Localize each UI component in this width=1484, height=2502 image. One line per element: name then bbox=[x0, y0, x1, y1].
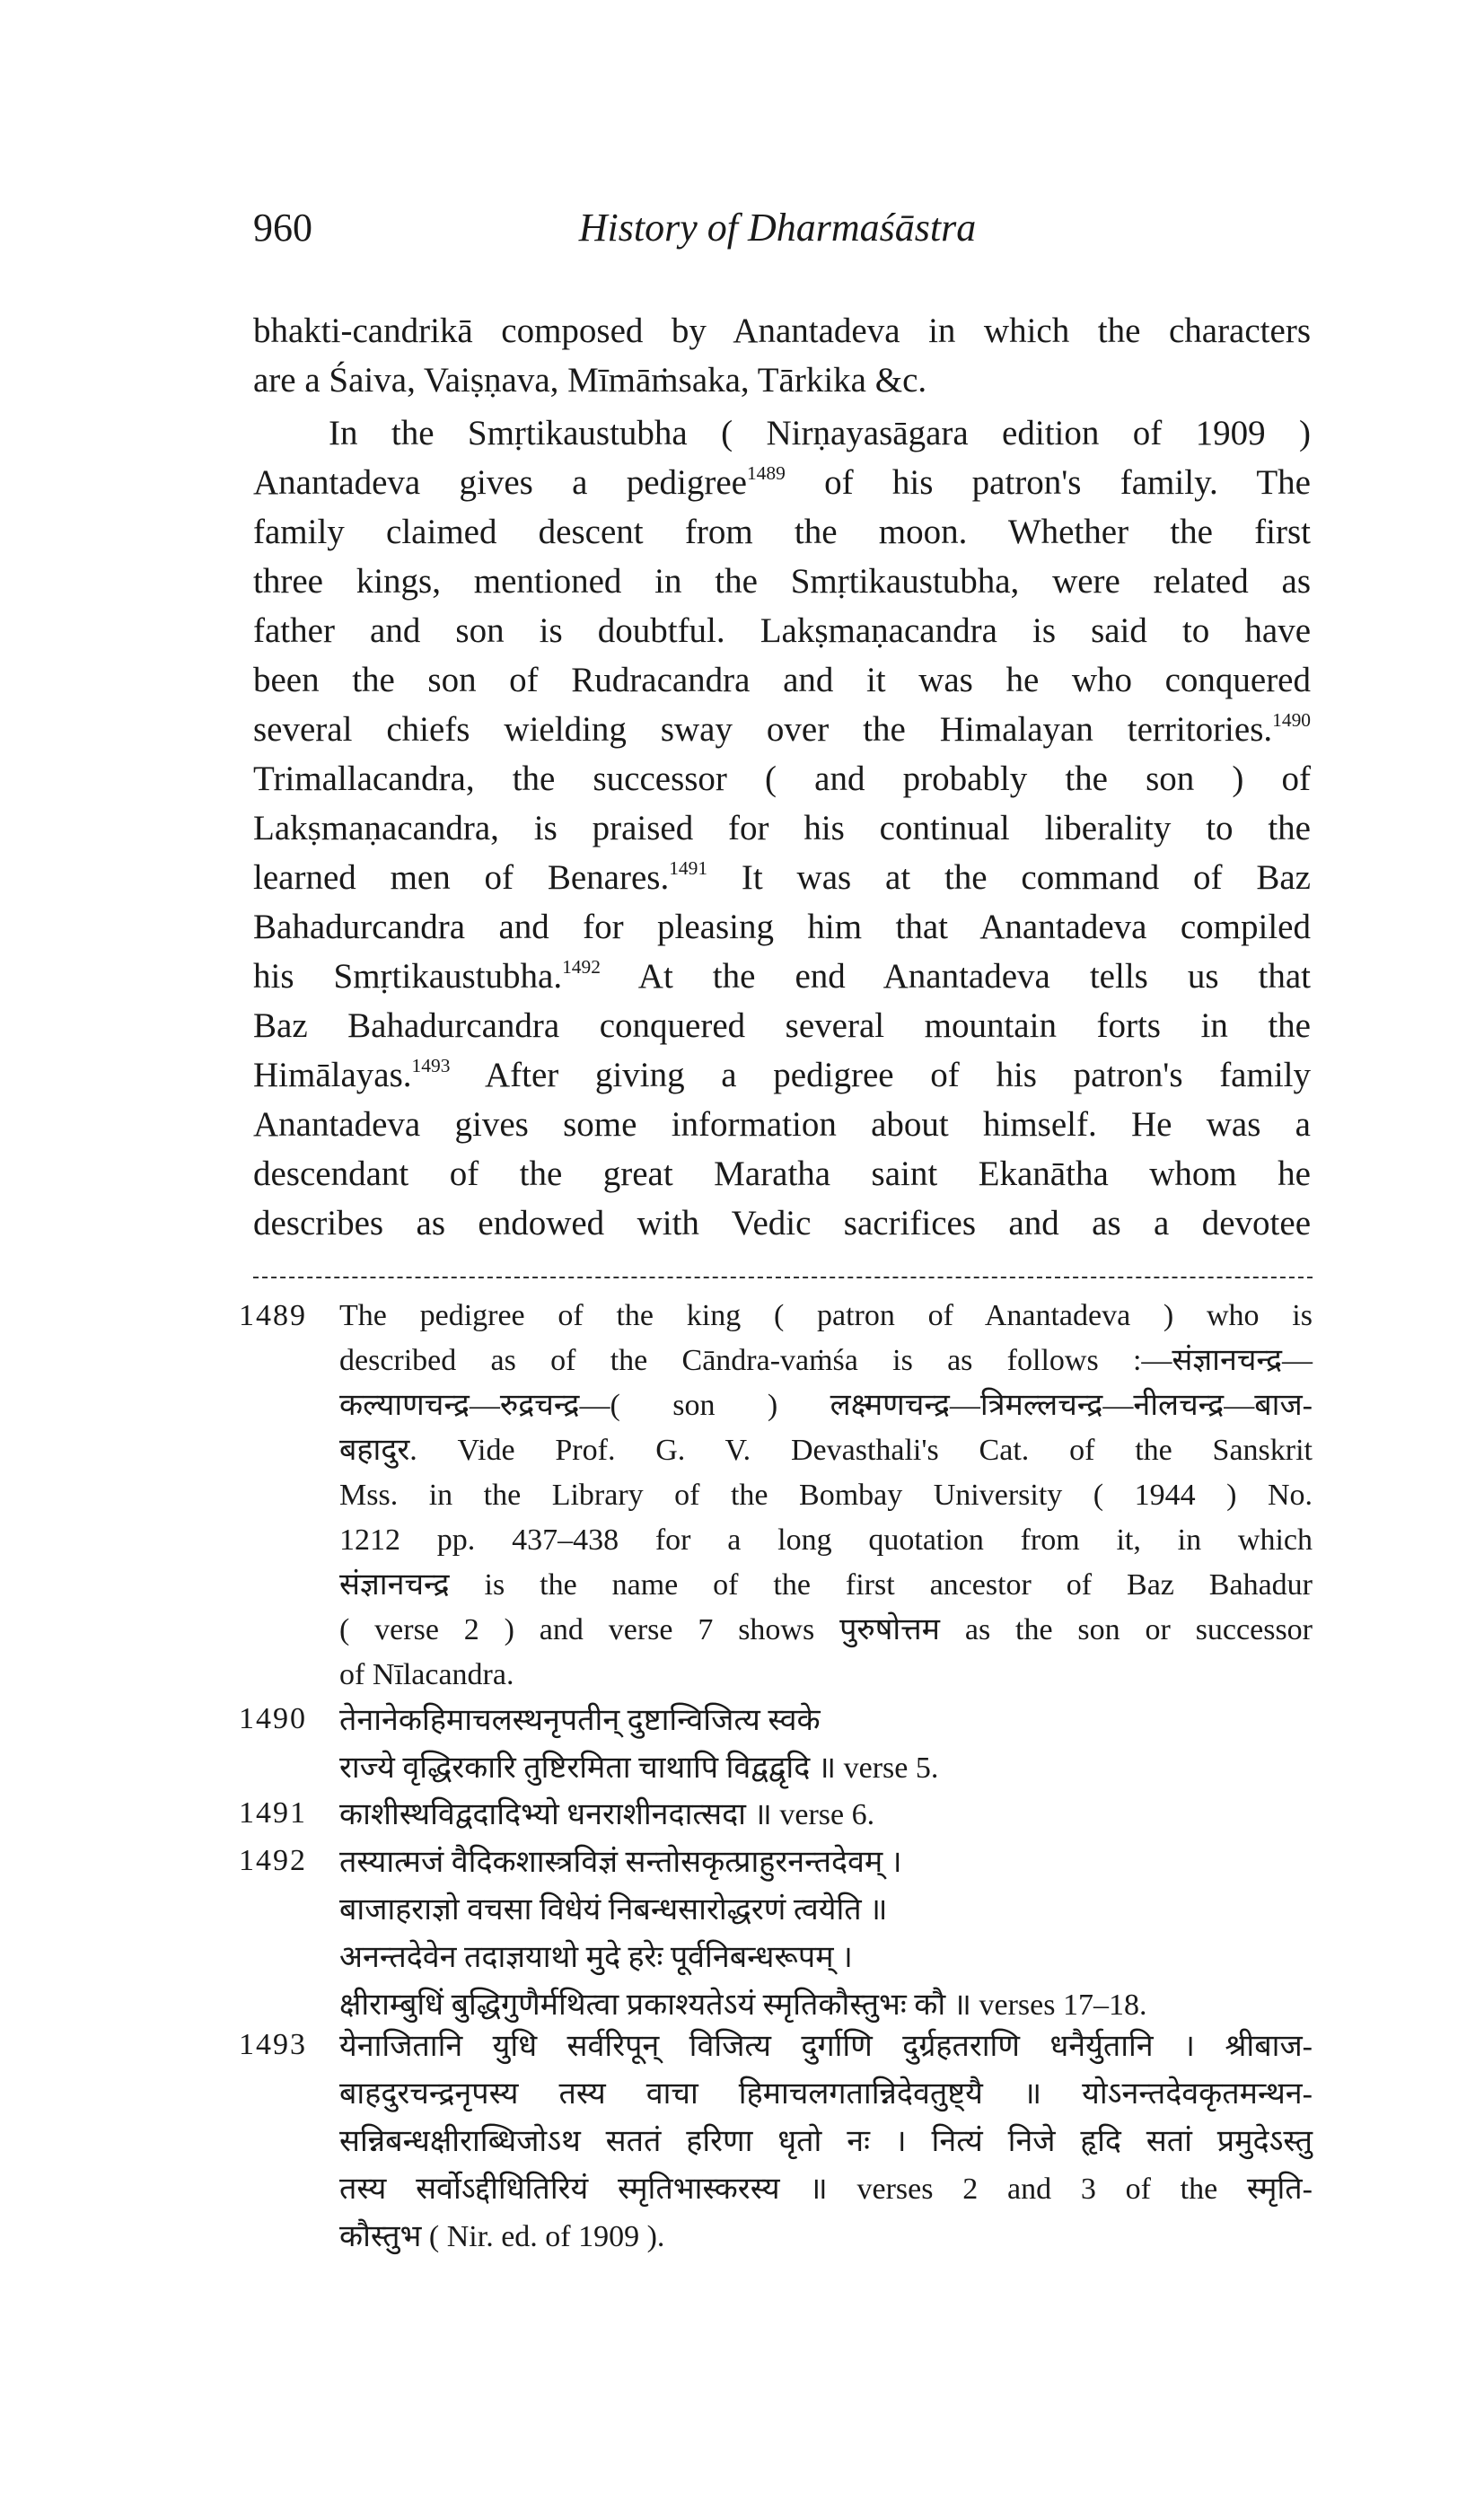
line-text: Anantadeva gives a pedigree bbox=[253, 463, 747, 502]
line-text: his Smṛtikaustubha. bbox=[253, 957, 563, 996]
body-line bbox=[253, 507, 1311, 557]
running-title: History of Dharmaśāstra bbox=[578, 206, 977, 250]
page-number: 960 bbox=[253, 206, 312, 250]
footnote-text bbox=[339, 1294, 1313, 1698]
body-line bbox=[253, 557, 1311, 606]
footnote-number: 1493 bbox=[239, 2028, 307, 2061]
body-line bbox=[253, 408, 1311, 458]
body-line bbox=[253, 1001, 1311, 1050]
body-line bbox=[253, 803, 1311, 853]
body-line bbox=[253, 458, 1311, 507]
line-text: At the end Anantadeva tells us that bbox=[600, 957, 1311, 996]
footnote-line: अनन्तदेवेन तदाज्ञयाथो मुदे हरेः पूर्वनिबन्धरूपम् । bbox=[339, 1941, 853, 1974]
body-line bbox=[253, 1050, 1311, 1100]
footnote-line: येनाजितानि युधि सर्वरिपून् विजित्य दुर्गाणि दुर्ग्रहतराणि धनैर्युतानि । श्रीबाज- bbox=[339, 2030, 1313, 2063]
line-text: are a Śaiva, Vaiṣṇava, Mīmāṁsaka, Tārkika &c. bbox=[253, 361, 927, 399]
footnote-reference: 1489 bbox=[746, 461, 786, 484]
body-line bbox=[253, 1149, 1311, 1198]
body-line bbox=[253, 306, 1311, 356]
line-text: father and son is doubtful. Lakṣmaṇacandra is said to have bbox=[253, 611, 1311, 650]
line-text: Anantadeva gives some information about himself. He was a bbox=[253, 1105, 1311, 1144]
footnote-line: बहादुर. Vide Prof. G. V. Devasthali's Cat. of the Sanskrit bbox=[339, 1434, 1313, 1467]
footnote-line: बाहदुरचन्द्रनृपस्य तस्य वाचा हिमाचलगतान्निदेवतुष्ट्यै ॥ योऽनन्तदेवकृतमन्थन- bbox=[339, 2077, 1313, 2111]
body-line bbox=[253, 356, 1311, 405]
line-text: several chiefs wielding sway over the Himalayan territories. bbox=[253, 710, 1273, 749]
body-paragraph bbox=[253, 306, 1311, 405]
footnote-line: 1212 pp. 437–438 for a long quotation from it, in which bbox=[339, 1523, 1313, 1557]
line-text: Baz Bahadurcandra conquered several mountain forts in the bbox=[253, 1006, 1311, 1045]
line-text: Lakṣmaṇacandra, is praised for his continual liberality to the bbox=[253, 809, 1311, 847]
body-line bbox=[253, 1198, 1311, 1248]
body-line bbox=[253, 902, 1311, 952]
line-text: family claimed descent from the moon. Whether the first bbox=[253, 513, 1311, 551]
footnote-text bbox=[339, 1839, 1313, 2029]
line-text: Bahadurcandra and for pleasing him that Anantadeva compiled bbox=[253, 908, 1311, 946]
footnote-line: ( verse 2 ) and verse 7 shows पुरुषोत्तम as the son or successor bbox=[339, 1613, 1313, 1646]
footnote-line: राज्ये वृद्धिरकारि तुष्टिरमिता चाथापि विद्वद्वृदि ॥ verse 5. bbox=[339, 1751, 939, 1785]
body-line bbox=[253, 754, 1311, 803]
line-text: In the Smṛtikaustubha ( Nirṇayasāgara edition of 1909 ) bbox=[329, 414, 1311, 452]
footnote-number: 1492 bbox=[239, 1844, 307, 1877]
footnote-line: तस्य सर्वोऽद्दीधितिरियं स्मृतिभास्करस्य ॥ verses 2 and 3 of the स्मृति- bbox=[339, 2173, 1313, 2206]
footnote-text bbox=[339, 2023, 1313, 2261]
line-text: Trimallacandra, the successor ( and probably the son ) of bbox=[253, 759, 1311, 798]
line-text: After giving a pedigree of his patron's family bbox=[450, 1056, 1311, 1094]
footnote-line: तेनानेकहिमाचलस्थनृपतीन् दुष्टान्विजित्य स्वके bbox=[339, 1704, 821, 1737]
footnote-number: 1490 bbox=[239, 1702, 307, 1735]
footnote-line: Mss. in the Library of the Bombay University ( 1944 ) No. bbox=[339, 1479, 1313, 1512]
line-text: been the son of Rudracandra and it was he who conquered bbox=[253, 661, 1311, 699]
body-line bbox=[253, 655, 1311, 705]
footnote-1490 bbox=[239, 1697, 1313, 1792]
footnote-reference: 1493 bbox=[411, 1054, 451, 1076]
footnote-reference: 1491 bbox=[669, 856, 708, 879]
line-text: Himālayas. bbox=[253, 1056, 412, 1094]
line-text: descendant of the great Maratha saint Ekanātha whom he bbox=[253, 1154, 1311, 1193]
line-text: learned men of Benares. bbox=[253, 858, 670, 897]
footnote-1489 bbox=[239, 1294, 1313, 1698]
footnote-reference: 1492 bbox=[562, 955, 601, 978]
footnote-1491 bbox=[239, 1791, 1313, 1839]
footnote-line: तस्यात्मजं वैदिकशास्त्रविज्ञं सन्तोसकृत्प्राहुरनन्तदेवम् । bbox=[339, 1846, 902, 1879]
footnote-reference: 1490 bbox=[1272, 708, 1311, 731]
body-line bbox=[253, 705, 1311, 754]
footnote-number: 1491 bbox=[239, 1796, 307, 1830]
footnote-1493 bbox=[239, 2023, 1313, 2261]
body-line bbox=[253, 952, 1311, 1001]
footnote-line: कौस्तुभ ( Nir. ed. of 1909 ). bbox=[339, 2220, 665, 2253]
footnote-line: The pedigree of the king ( patron of Anantadeva ) who is bbox=[339, 1299, 1313, 1332]
line-text: bhakti-candrikā composed by Anantadeva in which the characters bbox=[253, 312, 1311, 350]
footnote-line: described as of the Cāndra-vaṁśa is as follows :—संज्ञानचन्द्र— bbox=[339, 1344, 1313, 1377]
footnote-text bbox=[339, 1697, 1313, 1792]
body-line bbox=[253, 1100, 1311, 1149]
footnote-line: संज्ञानचन्द्र is the name of the first ancestor of Baz Bahadur bbox=[339, 1568, 1313, 1602]
body-line bbox=[253, 853, 1311, 902]
footnote-line: काशीस्थविद्वदादिभ्यो धनराशीनदात्सदा ॥ verse 6. bbox=[339, 1798, 875, 1831]
footnote-text bbox=[339, 1791, 1313, 1839]
footnote-1492 bbox=[239, 1839, 1313, 2029]
line-text: of his patron's family. The bbox=[785, 463, 1311, 502]
footnote-line: सन्निबन्धक्षीराब्धिजोऽथ सततं हरिणा धृतो नः । नित्यं निजे हृदि सतां प्रमुदेऽस्तु bbox=[339, 2125, 1313, 2158]
footnote-line: of Nīlacandra. bbox=[339, 1658, 514, 1691]
body-line bbox=[253, 606, 1311, 655]
body-paragraph bbox=[253, 408, 1311, 1248]
footnote-line: कल्याणचन्द्र—रुद्रचन्द्र—( son ) लक्ष्मणचन्द्र—त्रिमल्लचन्द्र—नीलचन्द्र—बाज- bbox=[339, 1389, 1313, 1422]
footnote-number: 1489 bbox=[239, 1299, 307, 1332]
line-text: It was at the command of Baz bbox=[707, 858, 1311, 897]
footnote-line: बाजाहराज्ञो वचसा विधेयं निबन्धसारोद्धरणं त्वयेति ॥ bbox=[339, 1893, 888, 1927]
line-text: three kings, mentioned in the Smṛtikaustubha, were related as bbox=[253, 562, 1311, 601]
footnote-separator bbox=[253, 1277, 1313, 1278]
line-text: describes as endowed with Vedic sacrifices and as a devotee bbox=[253, 1204, 1311, 1242]
footnote-line: क्षीराम्बुधिं बुद्धिगुणैर्मथित्वा प्रकाश्यतेऽयं स्मृतिकौस्तुभः कौ ॥ verses 17–18. bbox=[339, 1988, 1147, 2022]
